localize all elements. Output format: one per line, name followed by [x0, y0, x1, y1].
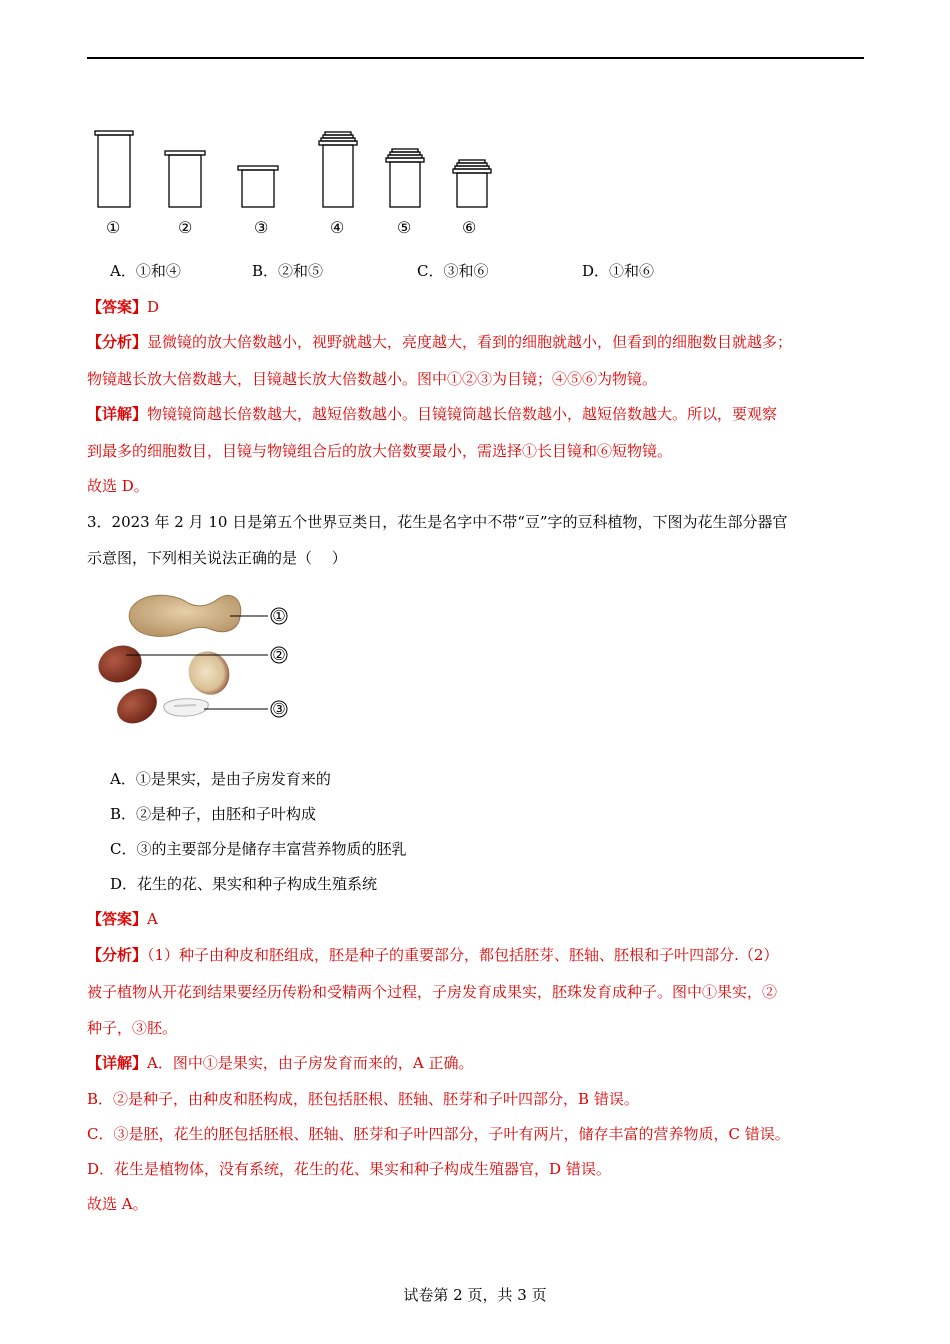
- q3-analysis-tag: 【分析】: [87, 946, 148, 964]
- q3-detail-tag: 【详解】: [87, 1054, 148, 1072]
- q2-option-a: A．①和④: [110, 262, 181, 280]
- lens-figure: [85, 125, 515, 245]
- peanut-embryo-icon: [164, 699, 209, 716]
- q2-answer: [87, 296, 159, 318]
- q2-option-b: B．②和⑤: [252, 262, 324, 280]
- q2-option-d: D．①和⑥: [582, 262, 655, 280]
- lens-6-icon: [453, 160, 491, 207]
- lens-3-icon: [238, 166, 278, 207]
- lens-4-icon: [319, 132, 357, 207]
- peanut-shell-icon: [129, 595, 241, 636]
- peanut-seed-2-icon: [111, 682, 163, 731]
- header-rule: [87, 57, 864, 59]
- lens-label-3: ③: [254, 218, 269, 237]
- q3-analysis-line-3: 种子，③胚。: [87, 1019, 178, 1037]
- q3-option-a: A．①是果实，是由子房发育来的: [110, 770, 331, 788]
- lens-label-6: ⑥: [462, 218, 477, 237]
- peanut-label-2: ②: [272, 646, 286, 664]
- q3-analysis-text-1: （1）种子由种皮和胚组成，胚是种子的重要部分，都包括胚芽、胚轴、胚根和子叶四部分.（2）: [147, 946, 779, 964]
- q3-stem-line-2: 示意图，下列相关说法正确的是（ ）: [87, 549, 347, 567]
- q3-answer: [87, 908, 158, 930]
- lens-5-icon: [386, 149, 424, 207]
- q3-answer-value: A: [147, 910, 158, 928]
- lens-1-icon: [95, 131, 133, 207]
- q3-answer-tag: 【答案】: [87, 910, 148, 928]
- lens-label-4: ④: [330, 218, 345, 237]
- lens-2-icon: [165, 151, 205, 207]
- q3-detail-text-a: A．图中①是果实，由子房发育而来的，A 正确。: [147, 1054, 474, 1072]
- q2-detail-text-1: 物镜镜筒越长倍数越大，越短倍数越小。目镜镜筒越长倍数越小，越短倍数越大。所以，要观察: [147, 405, 778, 423]
- q2-analysis-tag: 【分析】: [87, 333, 148, 351]
- q3-analysis-line-1: [87, 944, 778, 966]
- q3-detail-line-b: B．②是种子，由种皮和胚构成，胚包括胚根、胚轴、胚芽和子叶四部分，B 错误。: [87, 1090, 639, 1108]
- peanut-seed-icon: [93, 640, 147, 689]
- peanut-label-1: ①: [272, 607, 286, 625]
- q2-answer-value: D: [147, 298, 160, 316]
- page-footer: 试卷第 2 页，共 3 页: [403, 1286, 547, 1304]
- lens-label-2: ②: [178, 218, 193, 237]
- q3-option-d: D．花生的花、果实和种子构成生殖系统: [110, 875, 378, 893]
- q3-detail-line-c: C．③是胚，花生的胚包括胚根、胚轴、胚芽和子叶四部分，子叶有两片，储存丰富的营养物质，C 错误。: [87, 1125, 790, 1143]
- lens-label-5: ⑤: [397, 218, 412, 237]
- peanut-half-seed-icon: [182, 645, 237, 702]
- q2-analysis-line-2: 物镜越长放大倍数越大，目镜越长放大倍数越小。图中①②③为目镜；④⑤⑥为物镜。: [87, 370, 658, 388]
- q2-detail-line-2: 到最多的细胞数目，目镜与物镜组合后的放大倍数要最小，需选择①长目镜和⑥短物镜。: [87, 442, 673, 460]
- q2-detail-tag: 【详解】: [87, 405, 148, 423]
- q3-option-c: C．③的主要部分是储存丰富营养物质的胚乳: [110, 840, 407, 858]
- lens-label-1: ①: [106, 218, 121, 237]
- q2-option-c: C．③和⑥: [417, 262, 489, 280]
- q3-option-b: B．②是种子，由胚和子叶构成: [110, 805, 317, 823]
- q3-conclusion: 故选 A。: [87, 1195, 148, 1213]
- q3-detail-line-a: [87, 1052, 473, 1074]
- q2-conclusion: 故选 D。: [87, 477, 149, 495]
- peanut-label-3: ③: [272, 700, 286, 718]
- q3-analysis-line-2: 被子植物从开花到结果要经历传粉和受精两个过程，子房发育成果实，胚珠发育成种子。图中①果实，②: [87, 983, 778, 1001]
- q3-detail-line-d: D．花生是植物体，没有系统，花生的花、果实和种子构成生殖器官，D 错误。: [87, 1160, 611, 1178]
- q2-answer-tag: 【答案】: [87, 298, 148, 316]
- q3-stem-line-1: 3．2023 年 2 月 10 日是第五个世界豆类日，花生是名字中不带“豆”字的豆科植物，下图为花生部分器官: [87, 513, 788, 531]
- q2-analysis-line-1: [87, 331, 792, 353]
- q2-analysis-text-1: 显微镜的放大倍数越小，视野就越大，亮度越大，看到的细胞就越小，但看到的细胞数目就越多；: [147, 333, 793, 351]
- q2-detail-line-1: [87, 403, 777, 425]
